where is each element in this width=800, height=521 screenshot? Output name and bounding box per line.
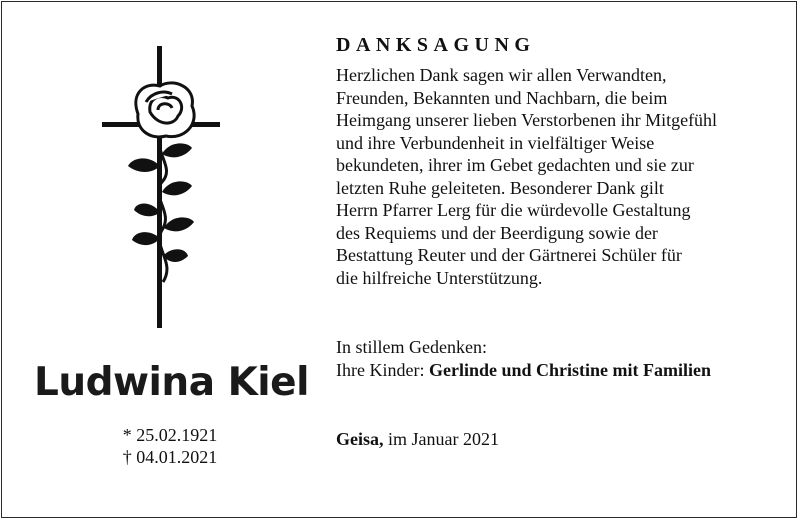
thanks-line: und ihre Verbundenheit in vielfältiger Weise — [336, 132, 655, 153]
thanks-line: Bestattung Reuter und der Gärtnerei Schüler für — [336, 245, 682, 265]
thanks-text — [336, 64, 776, 289]
place: Geisa, — [336, 429, 388, 449]
death-date: † 04.01.2021 — [122, 447, 218, 467]
children-line — [336, 359, 711, 382]
birth-date: * 25.02.1921 — [122, 425, 218, 445]
deceased-name: Ludwina Kiel — [34, 360, 309, 405]
life-dates — [60, 424, 280, 468]
thanks-line: die hilfreiche Unterstützung. — [336, 267, 543, 288]
thanks-line: Freunden, Bekannten und Nachbarn, die beim — [336, 87, 668, 108]
notice-heading: DANKSAGUNG — [336, 34, 536, 56]
children-label: Ihre Kinder: — [336, 359, 429, 380]
children-names: Gerlinde und Christine mit Familien — [428, 359, 711, 380]
memorial-block — [336, 336, 711, 381]
cross-with-rose-icon — [100, 42, 224, 332]
place-date-line — [336, 429, 499, 450]
thanks-line: Herrn Pfarrer Lerg für die würdevolle Gestaltung — [336, 200, 691, 220]
thanks-line: Herzlichen Dank sagen wir allen Verwandten, — [336, 65, 667, 85]
memorial-intro: In stillem Gedenken: — [336, 337, 487, 357]
thanks-line: Heimgang unserer lieben Verstorbenen ihr Mitgefühl — [336, 110, 718, 130]
thanks-line: bekundeten, ihrer im Gebet gedachten und sie zur — [336, 155, 694, 175]
thanks-line: des Requiems und der Beerdigung sowie der — [336, 222, 658, 243]
date-text: im Januar 2021 — [388, 429, 499, 449]
thanks-line: letzten Ruhe geleiteten. Besonderer Dank gilt — [336, 177, 664, 198]
